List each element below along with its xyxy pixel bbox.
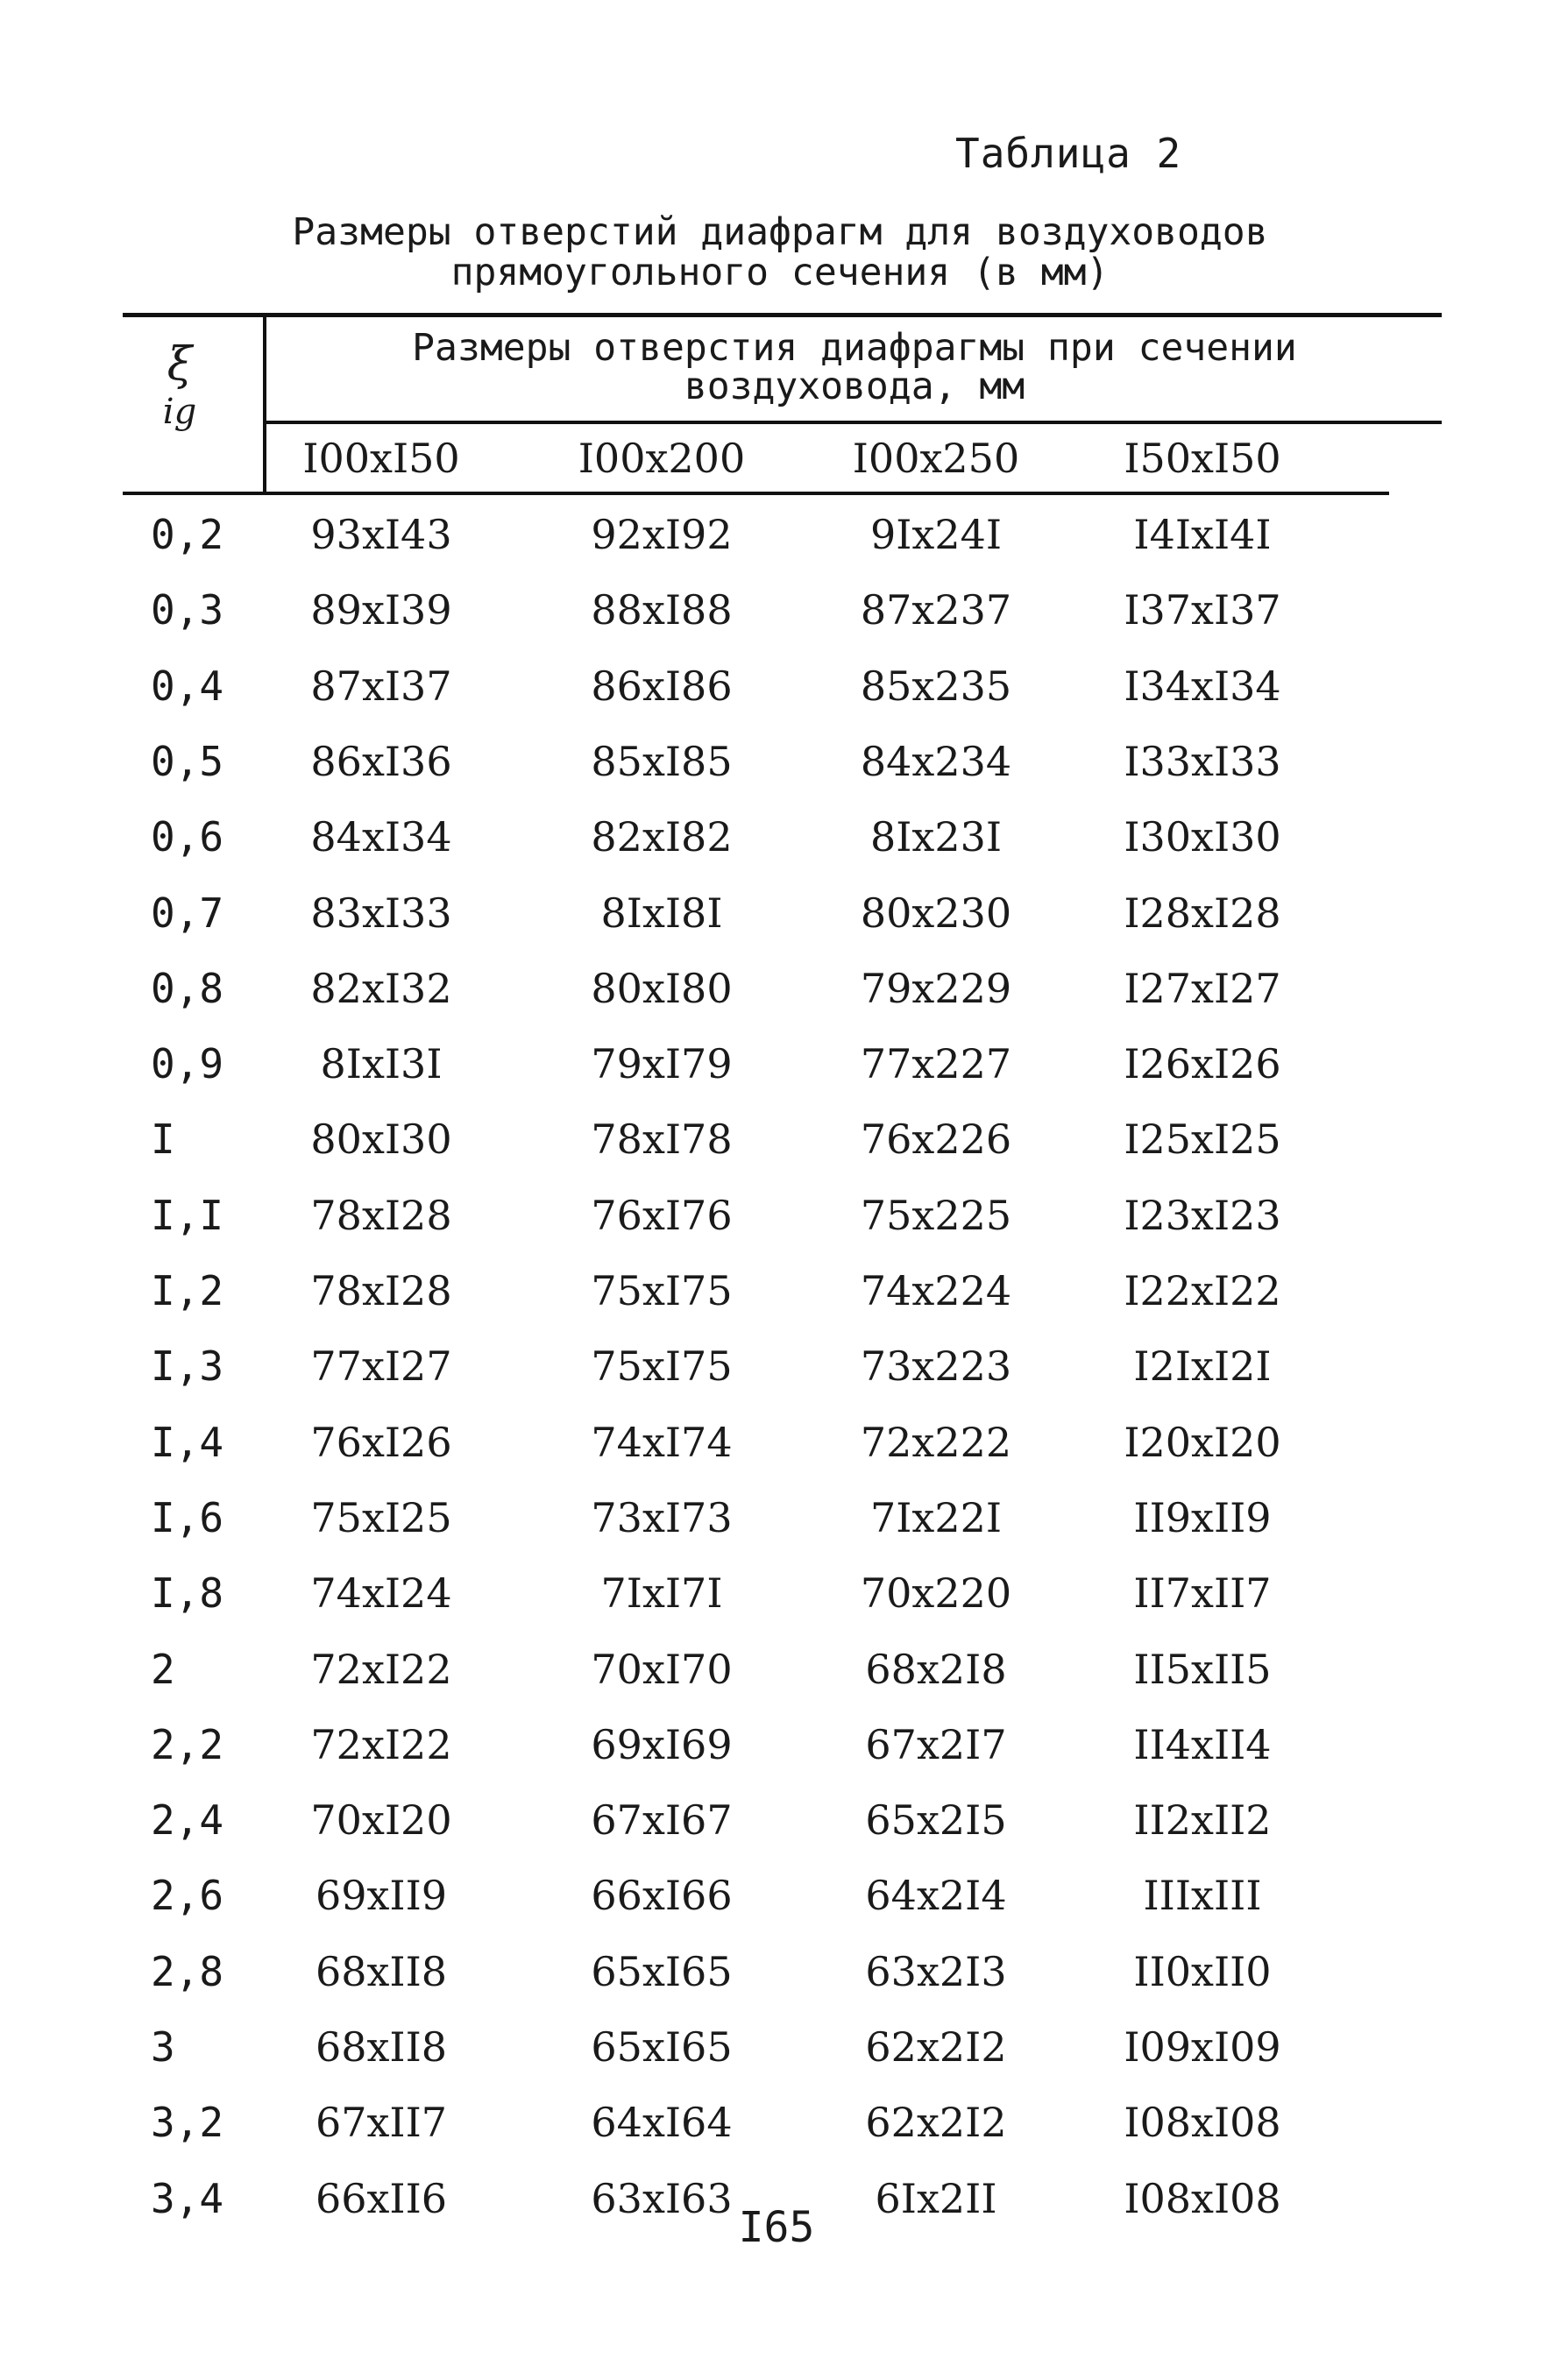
cell-100x250: 74x224: [860, 1267, 1012, 1314]
cell-150x150: I28xI28: [1124, 889, 1281, 937]
cell-150x150: I33xI33: [1124, 737, 1281, 785]
column-header-1: I00xI50: [302, 435, 460, 482]
cell-100x200: 78xI78: [591, 1116, 733, 1164]
cell-150x150: I2IxI2I: [1133, 1342, 1272, 1391]
cell-150x150: II0xII0: [1133, 1947, 1272, 1995]
xi-value: 2,4: [151, 1796, 224, 1845]
cell-150x150: I4IxI4I: [1133, 511, 1272, 558]
table-row: [0, 1567, 1553, 1642]
cell-100x250: 77x227: [860, 1040, 1012, 1088]
cell-100x150: 89xI39: [310, 586, 452, 634]
page-number: I65: [738, 2203, 815, 2252]
xi-value: 2,8: [151, 1947, 224, 1995]
column-header-3: I00x250: [852, 435, 1020, 482]
xi-column-header: [131, 338, 228, 435]
xi-value: 0,7: [151, 889, 224, 937]
cell-100x200: 75xI75: [591, 1342, 733, 1391]
cell-150x150: I30xI30: [1124, 813, 1281, 861]
cell-150x150: I22xI22: [1124, 1267, 1281, 1314]
cell-100x200: 65xI65: [591, 1947, 733, 1995]
table-title-line-1: Размеры отверстий диафрагм для воздуховодов: [292, 210, 1268, 254]
cell-100x250: 72x222: [860, 1418, 1012, 1466]
cell-100x150: 75xI25: [310, 1493, 452, 1541]
cell-150x150: I09xI09: [1124, 2023, 1281, 2071]
table-row: [0, 660, 1553, 735]
cell-100x150: 84xI34: [310, 813, 452, 861]
table-title-line-2: прямоугольного сечения (в мм): [450, 251, 1110, 294]
cell-100x150: 67xII7: [315, 2099, 448, 2147]
cell-100x250: 67x2I7: [865, 1720, 1007, 1768]
cell-150x150: IIIxIII: [1143, 1872, 1262, 1920]
table-row: [0, 1038, 1553, 1113]
cell-100x250: 68x2I8: [865, 1645, 1007, 1693]
cell-100x250: 64x2I4: [865, 1872, 1007, 1920]
cell-100x150: 72xI22: [310, 1645, 452, 1693]
xi-value: 0,3: [151, 586, 224, 634]
table-row: [0, 1340, 1553, 1415]
cell-100x150: 70xI20: [310, 1796, 452, 1845]
cell-100x250: 84x234: [860, 737, 1012, 785]
xi-value: I,3: [151, 1342, 224, 1391]
cell-100x150: 83xI33: [310, 889, 452, 937]
cell-100x200: 69xI69: [591, 1720, 733, 1768]
cell-100x200: 86xI86: [591, 662, 733, 710]
cell-100x250: 62x2I2: [865, 2023, 1007, 2071]
xi-symbol: ξ: [167, 338, 193, 391]
cell-100x200: 67xI67: [591, 1796, 733, 1845]
cell-100x150: 80xI30: [310, 1116, 452, 1164]
table-label: Таблица 2: [955, 130, 1182, 177]
xi-subscript: ig: [162, 392, 197, 432]
cell-100x250: 7Ix22I: [869, 1493, 1003, 1541]
table-row: [0, 887, 1553, 962]
cell-100x250: 80x230: [860, 889, 1012, 937]
cell-100x200: 88xI88: [591, 586, 733, 634]
cell-100x250: 9Ix24I: [869, 511, 1003, 558]
cell-150x150: I25xI25: [1124, 1116, 1281, 1164]
header-bottom-rule: [123, 492, 1389, 495]
cell-100x150: 68xII8: [315, 1947, 448, 1995]
table-row: [0, 584, 1553, 659]
table-row: [0, 1869, 1553, 1944]
cell-100x200: 80xI80: [591, 964, 733, 1012]
cell-100x150: 72xI22: [310, 1720, 452, 1768]
xi-value: 2: [151, 1645, 175, 1693]
cell-150x150: II7xII7: [1133, 1569, 1272, 1618]
cell-100x150: 68xII8: [315, 2023, 448, 2071]
table-row: [0, 1113, 1553, 1188]
cell-100x150: 78xI28: [310, 1191, 452, 1239]
cell-150x150: I08xI08: [1124, 2099, 1281, 2147]
cell-150x150: I23xI23: [1124, 1191, 1281, 1239]
cell-150x150: I27xI27: [1124, 964, 1281, 1012]
table-top-rule: [123, 313, 1442, 317]
cell-100x200: 64xI64: [591, 2099, 733, 2147]
xi-value: I,4: [151, 1418, 224, 1466]
cell-100x200: 65xI65: [591, 2023, 733, 2071]
column-header-4: I50xI50: [1124, 435, 1281, 482]
cell-100x150: 93xI43: [310, 511, 452, 558]
table-row: [0, 1264, 1553, 1340]
table-row: [0, 1416, 1553, 1491]
cell-100x200: 7IxI7I: [600, 1569, 723, 1618]
cell-100x200: 73xI73: [591, 1493, 733, 1541]
table-row: [0, 811, 1553, 886]
cell-100x150: 87xI37: [310, 662, 452, 710]
cell-100x150: 8IxI3I: [320, 1040, 443, 1088]
cell-100x200: 92xI92: [591, 511, 733, 558]
cell-100x200: 74xI74: [591, 1418, 733, 1466]
table-row: [0, 1643, 1553, 1718]
xi-value: I,2: [151, 1267, 224, 1314]
cell-100x150: 77xI27: [310, 1342, 452, 1391]
table-row: [0, 2096, 1553, 2171]
cell-150x150: I20xI20: [1124, 1418, 1281, 1466]
cell-100x250: 70x220: [860, 1569, 1012, 1618]
xi-value: 0,4: [151, 662, 224, 710]
cell-150x150: I37xI37: [1124, 586, 1281, 634]
xi-value: I,I: [151, 1191, 224, 1239]
cell-100x200: 85xI85: [591, 737, 733, 785]
cell-100x200: 75xI75: [591, 1267, 733, 1314]
table-row: [0, 962, 1553, 1038]
table-row: [0, 735, 1553, 811]
cell-150x150: II4xII4: [1133, 1720, 1272, 1768]
cell-100x200: 76xI76: [591, 1191, 733, 1239]
cell-100x200: 8IxI8I: [600, 889, 723, 937]
xi-value: 2,2: [151, 1720, 224, 1768]
xi-value: I: [151, 1116, 175, 1164]
header-divider-rule: [266, 421, 1442, 424]
cell-100x250: 63x2I3: [865, 1947, 1007, 1995]
xi-value: 0,2: [151, 511, 224, 558]
span-header-line-1: Размеры отверстия диафрагмы при сечении: [412, 326, 1297, 370]
table-row: [0, 1945, 1553, 2021]
xi-value: 0,6: [151, 813, 224, 861]
xi-value: 0,9: [151, 1040, 224, 1088]
cell-100x200: 82xI82: [591, 813, 733, 861]
cell-100x200: 63xI63: [591, 2174, 733, 2222]
xi-value: 3: [151, 2023, 175, 2071]
cell-150x150: II5xII5: [1133, 1645, 1272, 1693]
cell-100x150: 78xI28: [310, 1267, 452, 1314]
cell-150x150: I08xI08: [1124, 2174, 1281, 2222]
cell-100x250: 79x229: [860, 964, 1012, 1012]
cell-150x150: I34xI34: [1124, 662, 1281, 710]
table-row: [0, 1718, 1553, 1794]
table-row: [0, 508, 1553, 584]
cell-100x250: 73x223: [860, 1342, 1012, 1391]
column-header-2: I00x200: [578, 435, 746, 482]
cell-100x250: 87x237: [860, 586, 1012, 634]
xi-value: 3,4: [151, 2174, 224, 2222]
xi-value: 0,5: [151, 737, 224, 785]
cell-100x150: 66xII6: [315, 2174, 448, 2222]
cell-100x150: 82xI32: [310, 964, 452, 1012]
cell-100x250: 76x226: [860, 1116, 1012, 1164]
xi-value: 3,2: [151, 2099, 224, 2147]
cell-100x150: 74xI24: [310, 1569, 452, 1618]
cell-100x250: 85x235: [860, 662, 1012, 710]
cell-100x250: 6Ix2II: [875, 2174, 997, 2222]
table-row: [0, 1189, 1553, 1264]
table-row: [0, 1491, 1553, 1567]
cell-100x150: 69xII9: [315, 1872, 448, 1920]
cell-150x150: II9xII9: [1133, 1493, 1272, 1541]
table-row: [0, 2021, 1553, 2096]
table-row: [0, 1794, 1553, 1869]
cell-150x150: II2xII2: [1133, 1796, 1272, 1845]
cell-100x250: 8Ix23I: [869, 813, 1003, 861]
cell-100x200: 79xI79: [591, 1040, 733, 1088]
cell-150x150: I26xI26: [1124, 1040, 1281, 1088]
cell-100x150: 86xI36: [310, 737, 452, 785]
xi-value: I,6: [151, 1493, 224, 1541]
cell-100x250: 75x225: [860, 1191, 1012, 1239]
span-header-line-2: воздуховода, мм: [684, 365, 1025, 408]
xi-value: 2,6: [151, 1872, 224, 1920]
xi-value: 0,8: [151, 964, 224, 1012]
xi-value: I,8: [151, 1569, 224, 1618]
cell-100x200: 70xI70: [591, 1645, 733, 1693]
cell-100x250: 62x2I2: [865, 2099, 1007, 2147]
cell-100x150: 76xI26: [310, 1418, 452, 1466]
cell-100x200: 66xI66: [591, 1872, 733, 1920]
cell-100x250: 65x2I5: [865, 1796, 1007, 1845]
